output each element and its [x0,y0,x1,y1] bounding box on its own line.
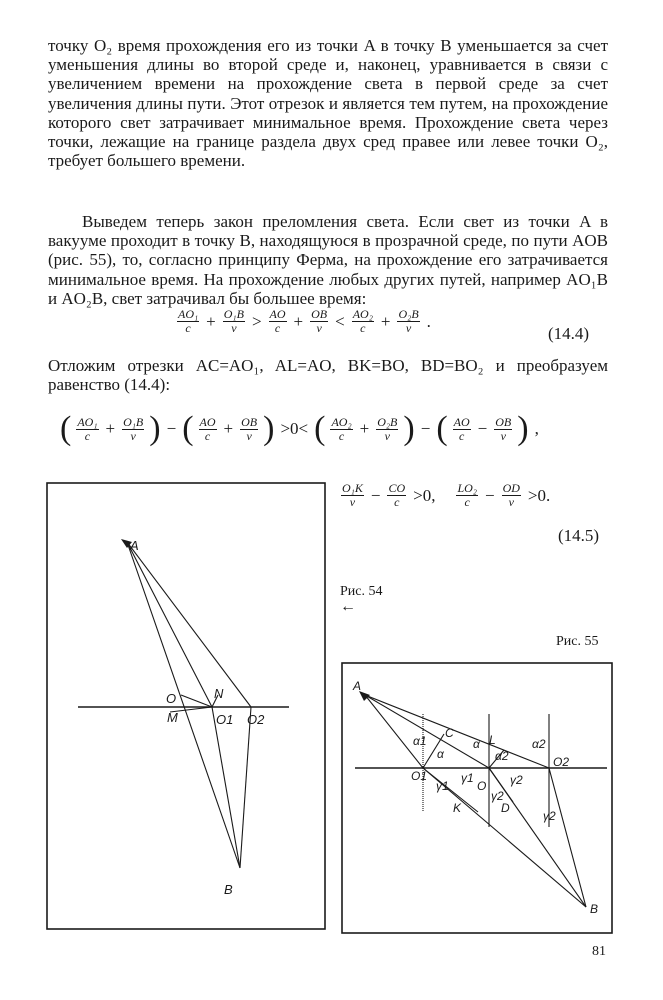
equation-number-14-4: (14.4) [548,324,590,343]
paragraph-3: Отложим отрезки AC=AO₁, AL=AO, BK=BO, BD=BO₂ и преобразуем равенство (14.4): [48,356,608,395]
fraction: $\frac{\text{AO₂}}{c}$ [352,307,373,335]
label-C: C [445,726,454,740]
label-alpha: α [437,747,444,761]
fraction: $\frac{\text{O₁B}}{v}$ [223,307,244,335]
equation-14-5: $\frac{\text{O₁K}}{v}$ − $\frac{CO}{c}$ >0, $\frac{\text{LO₂}}{c}$ − $\frac{OD}{v}$ >0. [342,481,551,509]
label-N: N [214,686,224,701]
label-alpha: α [473,737,480,751]
arrow-left-icon: ← [340,598,356,615]
label-O: O [166,691,177,706]
equation-transformed: ( $\frac{\text{AO₁}}{c}$ + $\frac{\text{O₁B}}{v}$ ) − ( $\frac{AO}{c}$ + $\frac{OB}{v}$ ) >0< ( $\frac{\text{AO₂}}{c}$ + $\frac{\text{O₂B}}{v}$ ) − ( $\frac{AO}{c}$ − $\frac{OB}{v}$ ) , [60,410,539,447]
fraction: $\frac{\text{O₂B}}{v}$ [398,307,419,335]
label-alpha2: α2 [495,749,509,763]
label-O2: O2 [553,755,570,769]
equation-number-14-5: (14.5) [558,526,600,545]
ray-AO2 [365,695,549,768]
label-gamma2: γ2 [510,773,523,787]
label-B: B [224,882,233,897]
label-L: L [489,733,496,747]
ray-AMB [127,542,240,868]
paragraph-1: точку O₂ время прохождения его из точки A в точку B уменьшается за счет уменьшения длины во второй среде и, наконец, уравнивается в связи с увеличением времени на прохождение света в первой среде за счет увеличения длины пути. Этот отрезок и является тем путем, на прохождение которого свет затрачивает минимальное время. Прохождение света через точки, лежащие на границе раздела двух сред правее или левее точки O₂, требует большего времени. [48,36,608,171]
label-alpha2: α2 [532,737,546,751]
ray-O2B [549,768,586,907]
figure-frame [47,483,325,929]
label-O: O [477,779,487,793]
label-O1: O1 [411,769,428,783]
label-K: K [453,801,462,815]
ray-O1B [212,707,240,868]
ray-O2B [240,707,251,868]
label-gamma2: γ2 [491,789,504,803]
equation-14-4: $\frac{\text{AO₁}}{c}$ + $\frac{\text{O₁B}}{v}$ > $\frac{AO}{c}$ + $\frac{OB}{v}$ < $\frac{\text{AO₂}}{c}$ + $\frac{\text{O₂B}}{v}$ . [178,307,431,335]
label-alpha1: α1 [413,734,427,748]
label-gamma1: γ1 [461,771,474,785]
fraction: $\frac{OB}{v}$ [311,307,328,335]
ray-AO [365,695,489,768]
figure-frame [342,663,612,933]
ray-AO1 [127,542,212,707]
caption-fig-54: Рис. 54 [340,584,383,599]
page-number: 81 [592,944,606,959]
caption-fig-55: Рис. 55 [556,634,599,649]
label-M: M [167,710,178,725]
label-gamma1: γ1 [436,779,449,793]
label-gamma2: γ2 [543,809,556,823]
figure-55 [341,662,613,934]
label-A: A [353,679,362,693]
label-D: D [501,801,510,815]
label-O1: O1 [216,712,234,727]
ray-AO2 [127,542,251,707]
fraction: $\frac{AO}{c}$ [269,307,286,335]
label-B: B [590,902,599,916]
paragraph-2: Выведем теперь закон преломления света. Если свет из точки A в вакууме проходит в точку B, находящуюся в прозрачной среде, по пути AOB (рис. 55), то, согласно принципу Ферма, на прохождение его затрачивается минимальное время. На прохождение любых других путей, например AO₁B и AO₂B, свет затрачивал бы большее время: [48,212,608,308]
fraction: $\frac{\text{AO₁}}{c}$ [178,307,199,335]
label-A: A [130,538,139,553]
label-O2: O2 [247,712,265,727]
figure-54 [46,482,326,930]
